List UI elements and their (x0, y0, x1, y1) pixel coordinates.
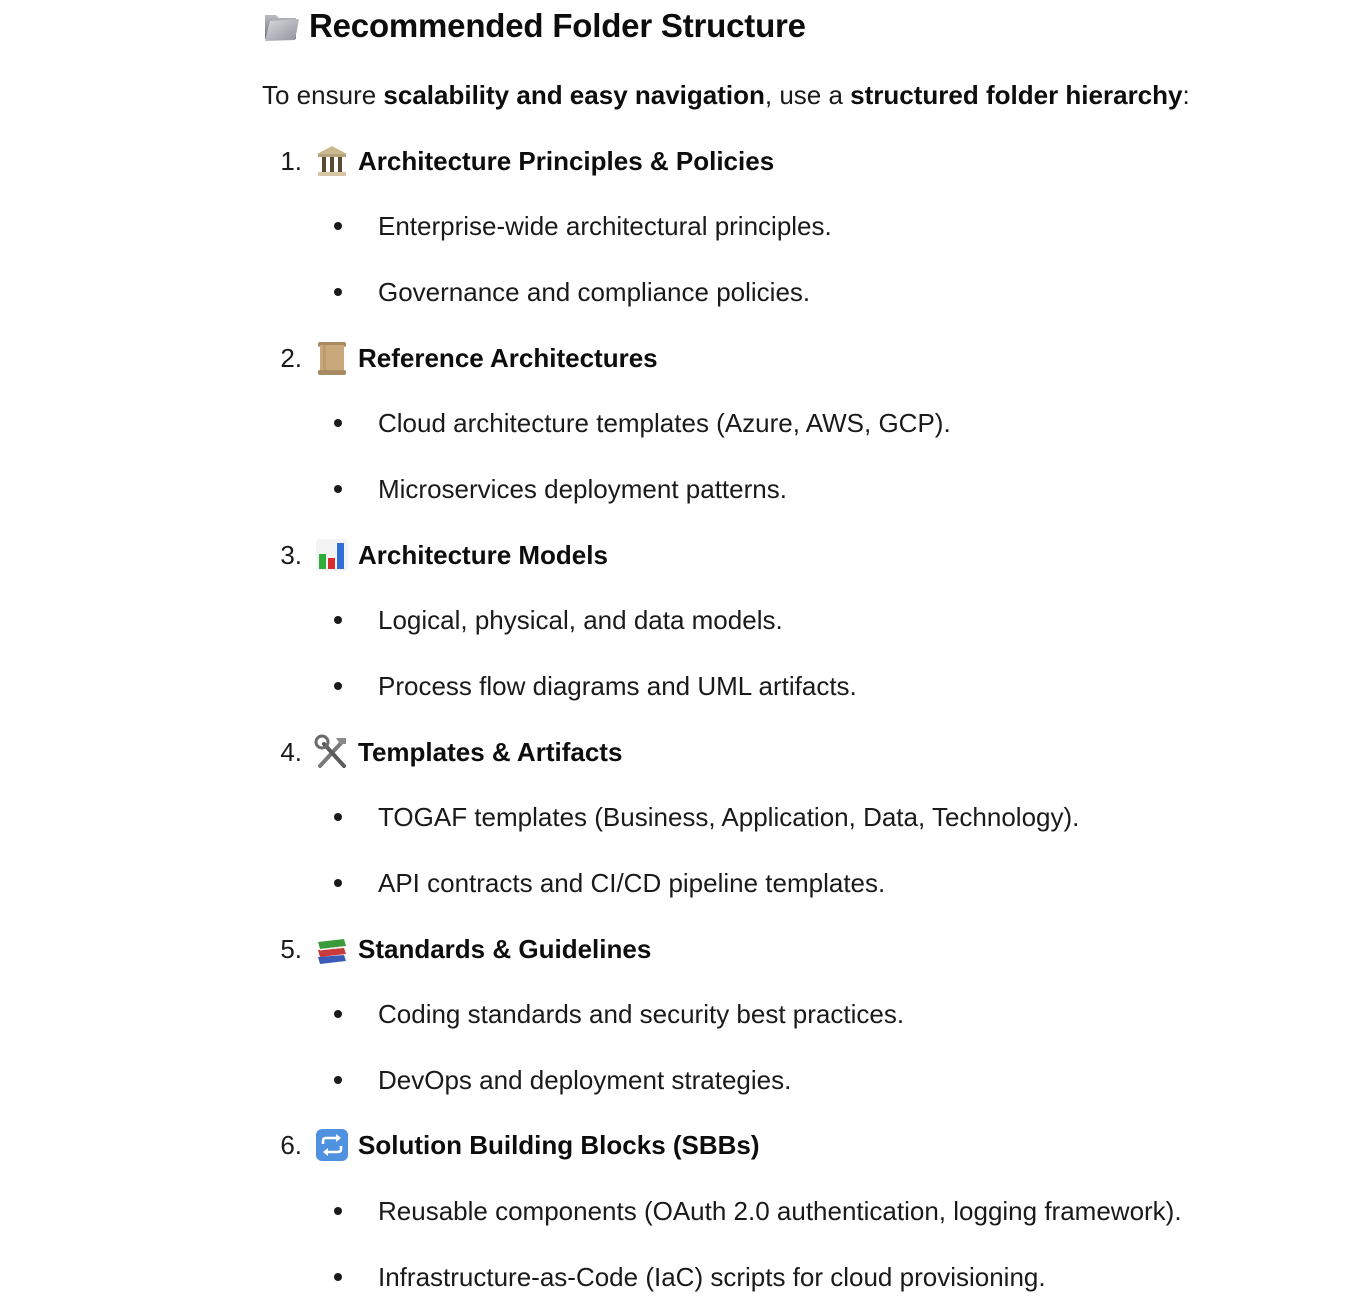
list-item-text: Microservices deployment patterns. (378, 473, 787, 504)
section-item (262, 732, 622, 772)
list-item-text: Coding standards and security best practices. (378, 998, 905, 1029)
classical-building-icon (314, 143, 350, 179)
bullet-icon (334, 616, 342, 624)
bullet-icon (334, 485, 342, 493)
section-title: Standards & Guidelines (358, 933, 652, 964)
section-number: 1. (280, 145, 302, 176)
books-icon (314, 931, 350, 967)
bar-chart-icon (314, 537, 350, 573)
list-item (334, 865, 885, 901)
scroll-icon (314, 340, 350, 376)
list-item-text: DevOps and deployment strategies. (378, 1064, 792, 1095)
section-number: 4. (280, 736, 302, 767)
intro-emphasis-scalability: scalability and easy navigation (383, 80, 765, 110)
section-title: Architecture Principles & Policies (358, 145, 775, 176)
bullet-icon (334, 222, 342, 230)
intro-emphasis-hierarchy: structured folder hierarchy (850, 80, 1183, 110)
list-item-text: API contracts and CI/CD pipeline templates. (378, 867, 886, 898)
section-item (262, 535, 608, 575)
intro-text: To ensure (262, 80, 384, 110)
section-title: Templates & Artifacts (358, 736, 623, 767)
bullet-icon (334, 682, 342, 690)
section-title: Solution Building Blocks (SBBs) (358, 1129, 760, 1160)
folder-icon (262, 9, 300, 43)
intro-paragraph (262, 78, 1190, 112)
bullet-icon (334, 1207, 342, 1215)
list-item (334, 668, 857, 704)
section-number: 3. (280, 539, 302, 570)
list-item (334, 799, 1079, 835)
section-item (262, 1125, 760, 1165)
list-item-text: Reusable components (OAuth 2.0 authentication, logging framework). (378, 1195, 1182, 1226)
list-item-text: Infrastructure-as-Code (IaC) scripts for cloud provisioning. (378, 1261, 1046, 1292)
bullet-icon (334, 288, 342, 296)
intro-text: : (1182, 80, 1190, 110)
section-number: 5. (280, 933, 302, 964)
list-item-text: Logical, physical, and data models. (378, 604, 783, 635)
section-title: Architecture Models (358, 539, 608, 570)
list-item-text: Cloud architecture templates (Azure, AWS, GCP). (378, 407, 951, 438)
list-item (334, 274, 810, 310)
list-item (334, 405, 951, 441)
list-item-text: TOGAF templates (Business, Application, Data, Technology). (378, 801, 1080, 832)
page-title (262, 4, 806, 48)
bullet-icon (334, 1076, 342, 1084)
list-item-text: Governance and compliance policies. (378, 276, 811, 307)
list-item-text: Enterprise-wide architectural principles. (378, 210, 832, 241)
intro-text: , use a (764, 80, 851, 110)
list-item (334, 602, 783, 638)
section-item (262, 929, 651, 969)
list-item (334, 1259, 1046, 1295)
list-item (334, 208, 832, 244)
section-number: 2. (280, 342, 302, 373)
bullet-icon (334, 879, 342, 887)
list-item (334, 1062, 791, 1098)
list-item-text: Process flow diagrams and UML artifacts. (378, 670, 857, 701)
list-item (334, 471, 787, 507)
section-title: Reference Architectures (358, 342, 658, 373)
section-number: 6. (280, 1129, 302, 1160)
bullet-icon (334, 419, 342, 427)
hammer-and-wrench-icon (314, 734, 350, 770)
bullet-icon (334, 813, 342, 821)
section-item (262, 338, 658, 378)
list-item (334, 996, 904, 1032)
list-item (334, 1193, 1182, 1229)
repeat-arrows-icon (314, 1127, 350, 1163)
bullet-icon (334, 1010, 342, 1018)
page-title-text: Recommended Folder Structure (309, 7, 806, 44)
section-item (262, 141, 774, 181)
bullet-icon (334, 1273, 342, 1281)
